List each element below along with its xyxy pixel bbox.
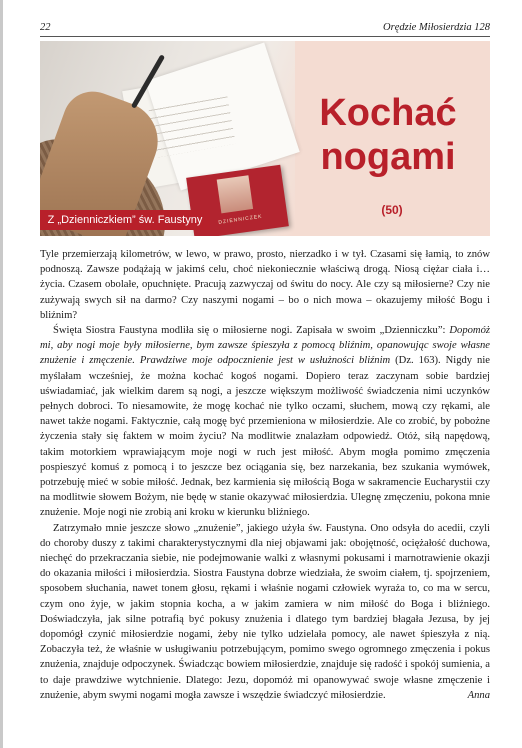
article-body — [40, 247, 490, 703]
publication-title: Orędzie Miłosierdzia 128 — [383, 22, 490, 33]
paragraph-1: Tyle przemierzają kilometrów, w lewo, w prawo, prosto, nierzadko i w tył. Czasami się łamią, to znów podnoszą. Zawsze podążają w jakimś celu, choć niekoniecznie właściwą drogą. Niosą ciężar ciała i… życia. Czasem obolałe, opuchnięte. Pracują zazwyczaj od świtu do nocy. Ale czy są miłosierne? Czy nie zużywają swych sił na darmo? Czy naszymi nogami – bo o nich mowa – okazujemy miłość Bogu i bliźnim? — [40, 249, 490, 321]
author-signature: Anna — [467, 689, 490, 701]
page-number: 22 — [40, 22, 51, 33]
paragraph-2 — [40, 323, 490, 521]
paragraph-3: Zatrzymało mnie jeszcze słowo „znużenie”, jakiego użyła św. Faustyna. Ono odsyła do acedii, czyli do choroby duszy z takimi charakterystycznymi dla niej objawami jak: obojętność, ociężałość duchowa, niechęć do przekraczania siebie, nie podejmowanie walki z własnymi pokusami i marnotrawienie okazji do okazania miłości i miłosierdzia. Siostra Faustyna dobrze wiedziała, że swoim ciałem, tj. spojrzeniem, sposobem słuchania, nawet tonem głosu, rękami i właśnie nogami człowiek wyraża to, co ma w sercu, czym ono żyje, w jakim stopnia kocha, a w jakim zamiera w nim miłość do Boga i bliźniego. Doświadczyła, jak silne potrafią być pokusy znużenia i dlatego tym bardziej błagała Jezusa, by jej dopomógł czynić miłosierdzie nogami, żeby nie tylko udzielała pomocy, ale nawet śpieszyła z nią. Zobaczyła też, że właśnie w usługiwaniu potrzebującym, pomimo swego ogromnego zmęczenia i pokus znużenia, znajduje odpoczynek. Świadcząc bowiem miłosierdzie, znajduje się radość i spokój sumienia, a to daje prawdziwe wytchnienie. Dlatego: Jezu, dopomóż mi opanowywać swoje własne zmęczenie i znużenie, abym swymi nogami mogła zawsze i wszędzie świadczyć miłosierdzie. — [40, 522, 490, 701]
page-edge — [0, 0, 3, 748]
paragraph-2-rest: (Dz. 163). Nigdy nie myślałam wcześniej, że można kochać kogoś nogami. Dopiero teraz zaczynam sobie bardziej uświadamiać, jak wielkim darem są nogi, a jeszcze większym możliwość świadczenia nimi uczynków pełnych dobroci. To niesamowite, że mogę kochać nie tylko oczami, słuchem, mową czy rękami, ale nawet także nogami. Faktycznie, całą mogę być przemieniona w miłosierdzie. Ale co zrobić, by pobożne życzenia stały się faktem w moim życiu? Na modlitwie znalazłam odpowiedź. Otóż, siłą napędową, takim motorkiem wprawiającym moje nogi w ruch jest miłość. Abym mogła pomimo zmęczenia pospieszyć komuś z pomocą i to jeszcze bez ociągania się, bez narzekania, bez szukania wymówek, potrzebuję mieć w sobie miłość. Jednak, bez karmienia się miłością Boga w sakramencie Eucharystii czy na modlitwie słowem Bożym, nie będę w stanie okazywać miłosierdzia. Ulegnę zmęczeniu, pokona mnie znużenie. Moje nogi nie zrobią ani kroku w kierunku bliźniego. — [40, 355, 490, 519]
header-rule — [40, 36, 490, 37]
book-cover-image — [217, 175, 253, 213]
title-line-2: nogami — [320, 136, 456, 178]
paragraph-2-intro: Święta Siostra Faustyna modliła się o miłosierne nogi. Zapisała w swoim „Dzienniczku”: — [53, 325, 450, 337]
book-cover-text: DZIENNICZEK — [218, 213, 263, 226]
article-title — [293, 91, 483, 179]
series-label: Z „Dzienniczkiem” św. Faustyny — [40, 210, 210, 230]
title-line-1: Kochać — [319, 92, 457, 134]
article-banner — [40, 41, 490, 236]
diary-quote: Dopomóż mi, aby nogi moje były miłosierne, bym zawsze śpieszyła z pomocą bliźnim, opanowując swoje własne znużenie i zmęczenie. Prawdziwe moje odpocznienie jest w usłużności bliźnim — [40, 325, 490, 367]
running-header — [40, 22, 490, 36]
series-number: (50) — [381, 203, 403, 217]
